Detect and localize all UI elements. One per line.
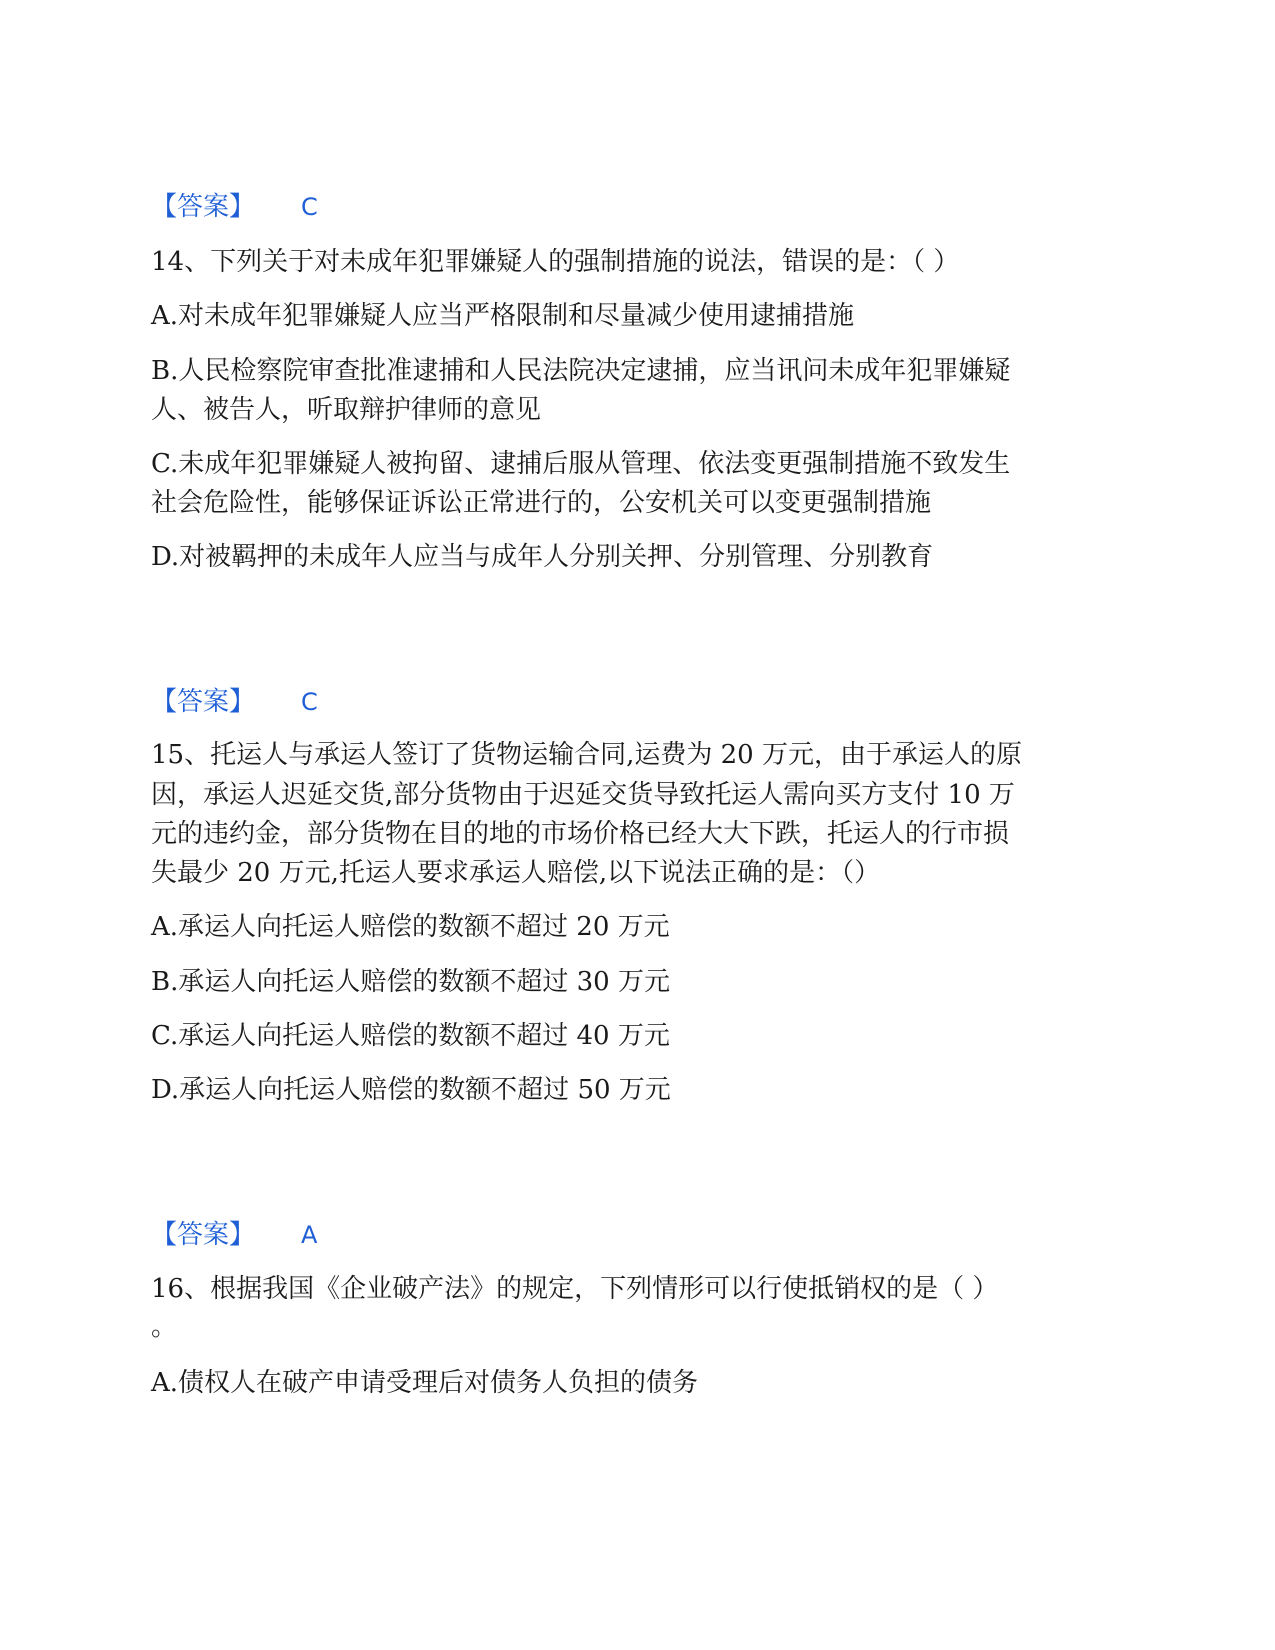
answer-value: C	[301, 688, 318, 716]
question-15-line-1: 15、托运人与承运人签订了货物运输合同,运费为 20 万元，由于承运人的原	[151, 740, 1022, 770]
answer-line	[151, 1214, 1131, 1256]
answer-label: 【答案】	[151, 687, 256, 717]
question-14-option-c-line-2: 社会危险性，能够保证诉讼正常进行的，公安机关可以变更强制措施	[151, 488, 932, 518]
answer-value: A	[301, 1221, 318, 1249]
question-15-line-2: 因，承运人迟延交货,部分货物由于迟延交货导致托运人需向买方支付 10 万	[151, 780, 1015, 810]
question-15-line-4: 失最少 20 万元,托运人要求承运人赔偿,以下说法正确的是：（）	[151, 858, 881, 888]
question-14-option-a: A.对未成年犯罪嫌疑人应当严格限制和尽量减少使用逮捕措施	[151, 301, 855, 331]
answer-value: C	[301, 193, 318, 221]
question-16-line-2: 。	[151, 1312, 178, 1342]
question-14-option-b-line-1: B.人民检察院审查批准逮捕和人民法院决定逮捕，应当讯问未成年犯罪嫌疑	[151, 356, 1011, 386]
question-15-option-b: B.承运人向托运人赔偿的数额不超过 30 万元	[151, 967, 670, 997]
question-14-option-b-line-2: 人、被告人，听取辩护律师的意见	[151, 395, 542, 425]
question-14-option-c-line-1: C.未成年犯罪嫌疑人被拘留、逮捕后服从管理、依法变更强制措施不致发生	[151, 449, 1011, 479]
question-14-option-d: D.对被羁押的未成年人应当与成年人分别关押、分别管理、分别教育	[151, 542, 934, 572]
question-15-option-a: A.承运人向托运人赔偿的数额不超过 20 万元	[151, 912, 670, 942]
answer-label: 【答案】	[151, 192, 256, 222]
answer-label: 【答案】	[151, 1220, 256, 1250]
question-15-option-c: C.承运人向托运人赔偿的数额不超过 40 万元	[151, 1021, 670, 1051]
answer-line	[151, 681, 1131, 723]
answer-line	[151, 186, 1131, 228]
question-16-option-a: A.债权人在破产申请受理后对债务人负担的债务	[151, 1368, 699, 1398]
question-15-option-d: D.承运人向托运人赔偿的数额不超过 50 万元	[151, 1075, 671, 1105]
question-15-line-3: 元的违约金，部分货物在目的地的市场价格已经大大下跌，托运人的行市损	[151, 819, 1010, 849]
question-14-text: 14、下列关于对未成年犯罪嫌疑人的强制措施的说法，错误的是：（ ）	[151, 247, 960, 277]
question-16-line-1: 16、根据我国《企业破产法》的规定，下列情形可以行使抵销权的是（ ）	[151, 1274, 999, 1304]
